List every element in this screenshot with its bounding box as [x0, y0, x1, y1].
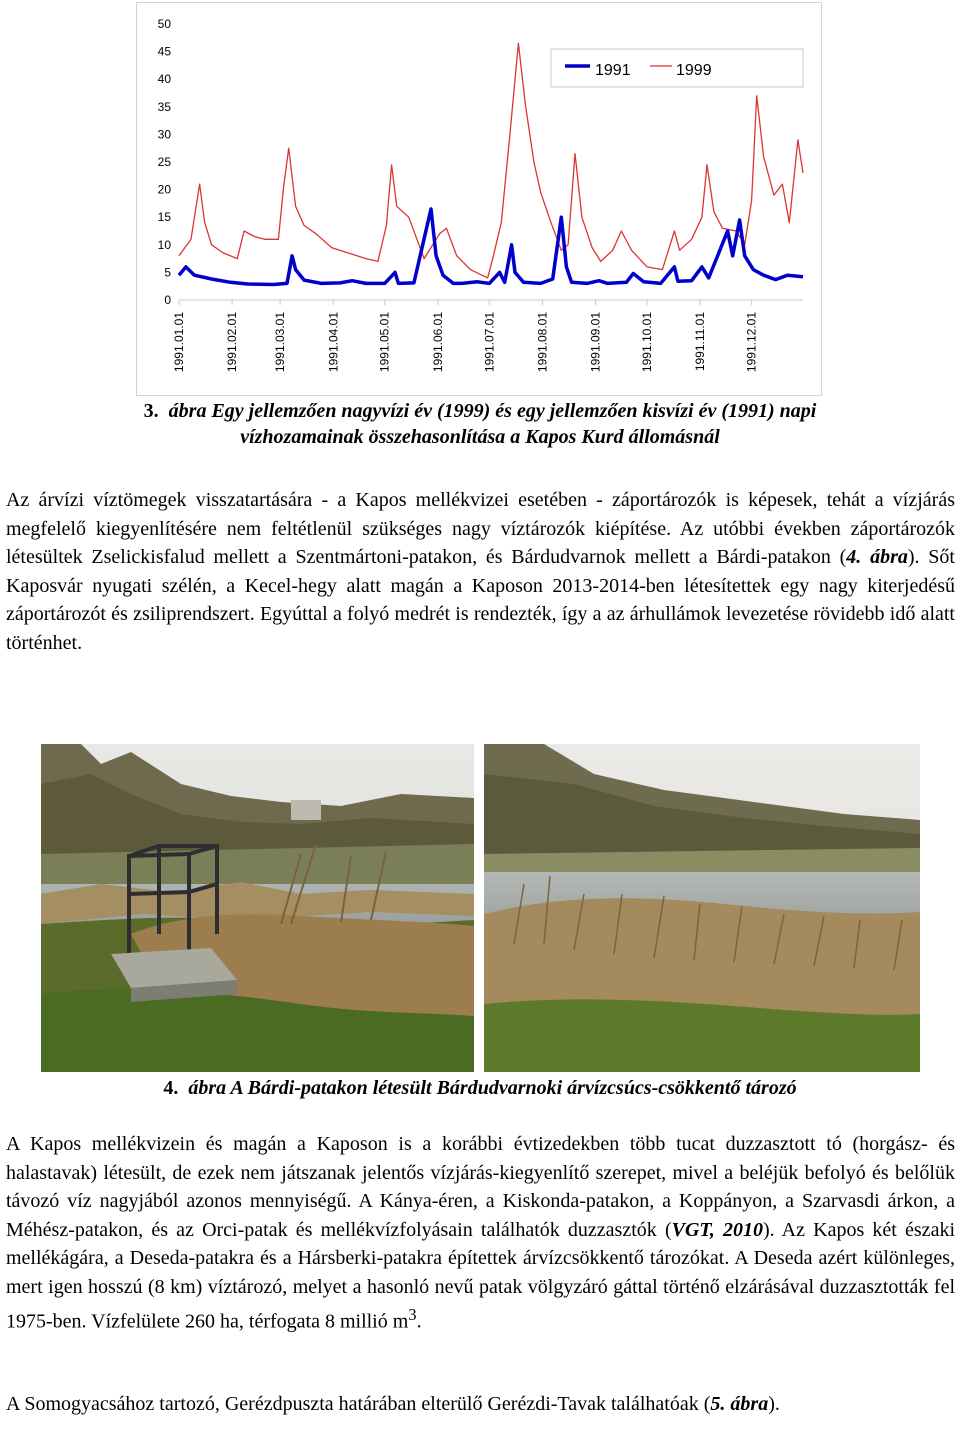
y-tick-label: 45 — [157, 44, 171, 59]
paragraph-2-superscript: 3 — [408, 1305, 417, 1324]
x-tick-label: 1991.07.01 — [482, 312, 497, 373]
paragraph-2-text-a: A Kapos mellékvizein és magán a Kaposon is a korábbi évtizedekben több tucat duzzasztott tó (horgász- és halastavak) létesült, de ezek nem játszanak jelentős vízjárás-kiegyenlítő szerepet, mivel a beléjük befolyó és belőlük távozó víz nagyjából azonos mennyiségű. A Kánya-éren, a Kiskonda-patakon, a Koppányon, a Szarvasdi árkon, a Méhész-patakon, és az Orci-patak és mellékvízfolyásain találhatók duzzasztók ( — [6, 1133, 955, 1241]
x-tick-label: 1991.10.01 — [640, 312, 654, 373]
y-tick-label: 20 — [157, 182, 171, 197]
paragraph-2-text-b: ). Az Kapos két északi mellékágára, a Deseda-patakra és a Hársberki-patakra építettek árvízcsökkentő tározókat. A Deseda azért különleges, mert igen hosszú (8 km) víztározó, melyet a hasonló nevű patak völgyzáró gáttal történő elzárásával duzzasztották fel 1975-ben. Vízfelülete 260 ha, térfogata 8 millió m — [6, 1218, 955, 1333]
figure-3-number: 3. — [143, 400, 159, 422]
y-tick-label: 10 — [157, 237, 171, 252]
figure-4-caption-text: ábra A Bárdi-patakon létesült Bárdudvarnoki árvízcsúcs-csökkentő tározó — [188, 1077, 797, 1099]
x-tick-label: 1991.03.01 — [273, 312, 288, 373]
y-tick-label: 5 — [164, 265, 171, 280]
y-tick-label: 50 — [157, 17, 171, 31]
figure-3-caption-line1 — [0, 398, 960, 424]
figure-4-caption — [40, 1075, 920, 1101]
x-tick-label: 1991.08.01 — [535, 312, 550, 373]
legend — [551, 49, 803, 87]
y-tick-label: 25 — [157, 155, 171, 169]
paragraph-1-text-b: ). Sőt Kaposvár nyugati szélén, a Kecel-hegy alatt magán a Kaposon 2013-2014-ben létesítettek egy nagy kiterjedésű záportározót és zsiliprendszert. Egyúttal a folyó medrét is rendezték, így a az árhullámok levezetése rövidebb idő alatt történhet. — [6, 546, 955, 654]
paragraph-3-text-a: A Somogyacsához tartozó, Gerézdpuszta határában elterülő Gerézdi-Tavak találhatóak ( — [6, 1393, 711, 1415]
x-tick-label: 1991.04.01 — [326, 312, 341, 373]
figure-3-caption-line2: vízhozamainak összehasonlítása a Kapos Kurd állomásnál — [240, 426, 720, 448]
x-tick-label: 1991.12.01 — [744, 312, 759, 373]
y-tick-label: 30 — [157, 127, 171, 142]
paragraph-2-source-ref: VGT, 2010 — [671, 1218, 763, 1241]
legend-label-1991: 1991 — [595, 62, 631, 79]
discharge-chart — [136, 2, 822, 396]
y-tick-label: 40 — [157, 72, 171, 87]
y-tick-label: 35 — [157, 99, 171, 114]
y-tick-label: 0 — [164, 293, 171, 307]
reservoir-photo-left — [41, 744, 474, 1072]
paragraph-3-figure-ref: 5. ábra — [710, 1393, 769, 1415]
x-tick-label: 1991.11.01 — [693, 312, 708, 372]
x-tick-label: 1991.01.01 — [172, 312, 186, 373]
paragraph-2-text-c: . — [416, 1310, 422, 1333]
paragraph-1-text-a: Az árvízi víztömegek visszatartására - a Kapos mellékvizei esetében - záportározók is képesek, tehát a vízjárás megfelelő kiegyenlítésére nem feltétlenül szükséges nagy víztározók kiépítése. Az utóbbi években záportározók létesültek Zselickisfalud mellett a Szentmártoni-patakon, és Bárdudvarnok mellett a Bárdi-patakon ( — [6, 489, 955, 568]
paragraph-3-text-b: ). — [768, 1393, 780, 1415]
figure-4-number: 4. — [163, 1077, 179, 1099]
figure-3-caption — [0, 398, 960, 450]
paragraph-3 — [6, 1390, 955, 1419]
reservoir-photo-right — [484, 744, 920, 1072]
figure-3-caption-text: ábra Egy jellemzően nagyvízi év (1999) és egy jellemzően kisvízi év (1991) napi — [168, 400, 817, 422]
x-tick-label: 1991.09.01 — [588, 312, 603, 373]
x-tick-label: 1991.06.01 — [430, 312, 445, 373]
paragraph-1-figure-ref: 4. ábra — [846, 546, 908, 568]
legend-label-1999: 1999 — [676, 62, 712, 79]
paragraph-1 — [6, 486, 955, 657]
y-tick-label: 15 — [157, 210, 171, 225]
x-tick-label: 1991.02.01 — [225, 312, 240, 373]
paragraph-2 — [6, 1130, 955, 1336]
series-line-1991 — [179, 209, 803, 285]
x-tick-label: 1991.05.01 — [377, 312, 392, 373]
discharge-chart-svg — [137, 3, 823, 397]
